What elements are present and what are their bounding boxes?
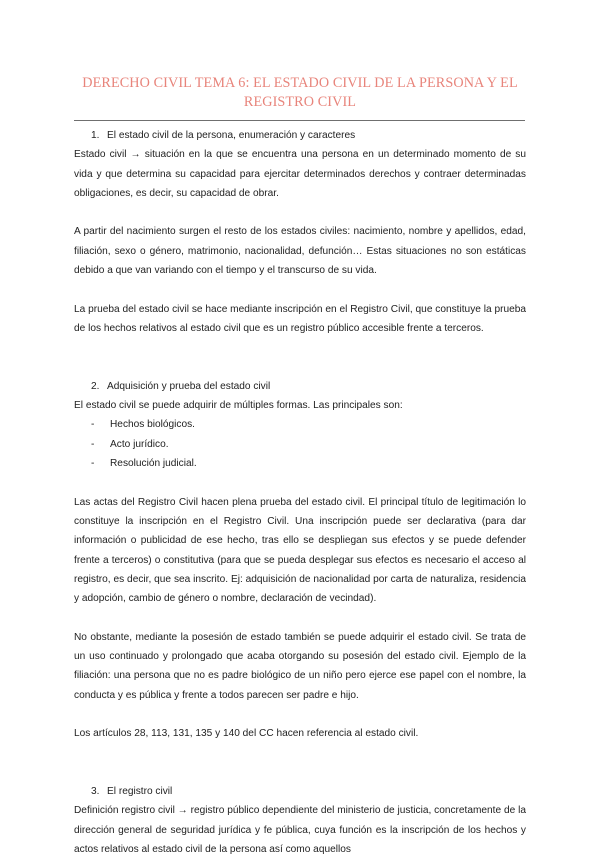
paragraph: La prueba del estado civil se hace mediante inscripción en el Registro Civil, que constituye la prueba de los hechos relativos al estado civil que es un registro público accesible frente a terceros. bbox=[74, 303, 526, 334]
document-body bbox=[74, 126, 526, 859]
list-item: - Acto jurídico. bbox=[91, 438, 169, 450]
section-heading-3: 3. El registro civil bbox=[91, 786, 173, 798]
list-item: - Hechos biológicos. bbox=[91, 419, 195, 431]
section-heading-2: 2. Adquisición y prueba del estado civil bbox=[91, 380, 271, 392]
bullet-list bbox=[74, 415, 526, 473]
paragraph: El estado civil se puede adquirir de múltiples formas. Las principales son: bbox=[74, 400, 403, 412]
paragraph: No obstante, mediante la posesión de estado también se puede adquirir el estado civil. Se trata de un uso continuado y prolongado que acaba otorgando su posesión del estado civil. Ejemplo de la filiación: una persona que no es padre biológico de un niño pero ejerce ese papel con el nombre, la conducta y es pública y frente a todos parecen ser padre e hijo. bbox=[74, 631, 526, 701]
paragraph: Las actas del Registro Civil hacen plena prueba del estado civil. El principal título de legitimación lo constituye la inscripción en el Registro Civil. Una inscripción puede ser declarativa (para dar información o publicidad de ese hecho, tras ello se despliegan sus efectos y se puede defender frente a terceros) o constitutiva (para que se pueda desplegar sus efectos es necesario el acceso al registro, es decir, que sea inscrito. Ej: adquisición de nacionalidad por carta de naturaliza, residencia y adopción, cambio de género o nombre, declaración de vecindad). bbox=[74, 496, 526, 605]
document-title: DERECHO CIVIL TEMA 6: EL ESTADO CIVIL DE LA PERSONA Y EL REGISTRO CIVIL bbox=[82, 75, 518, 110]
paragraph: Los artículos 28, 113, 131, 135 y 140 del CC hacen referencia al estado civil. bbox=[74, 728, 419, 740]
paragraph: Definición registro civil → registro público dependiente del ministerio de justicia, concretamente de la dirección general de seguridad jurídica y fe pública, cuya función es la inscripción de los hechos y actos relativos al estado civil de la persona así como aquellos bbox=[74, 805, 526, 855]
paragraph: Estado civil → situación en la que se encuentra una persona en un determinado momento de su vida y que determina su capacidad para ejercitar determinados derechos y contraer determinadas obligaciones, es decir, su capacidad de obrar. bbox=[74, 149, 526, 199]
list-item: - Resolución judicial. bbox=[91, 458, 197, 470]
paragraph: A partir del nacimiento surgen el resto de los estados civiles: nacimiento, nombre y apellidos, edad, filiación, sexo o género, matrimonio, nacionalidad, defunción… Estas situaciones no son estáticas debido a que van variando con el tiempo y el transcurso de su vida. bbox=[74, 226, 526, 277]
title-divider bbox=[74, 120, 525, 121]
section-heading-1: 1. El estado civil de la persona, enumeración y caracteres bbox=[91, 130, 356, 141]
